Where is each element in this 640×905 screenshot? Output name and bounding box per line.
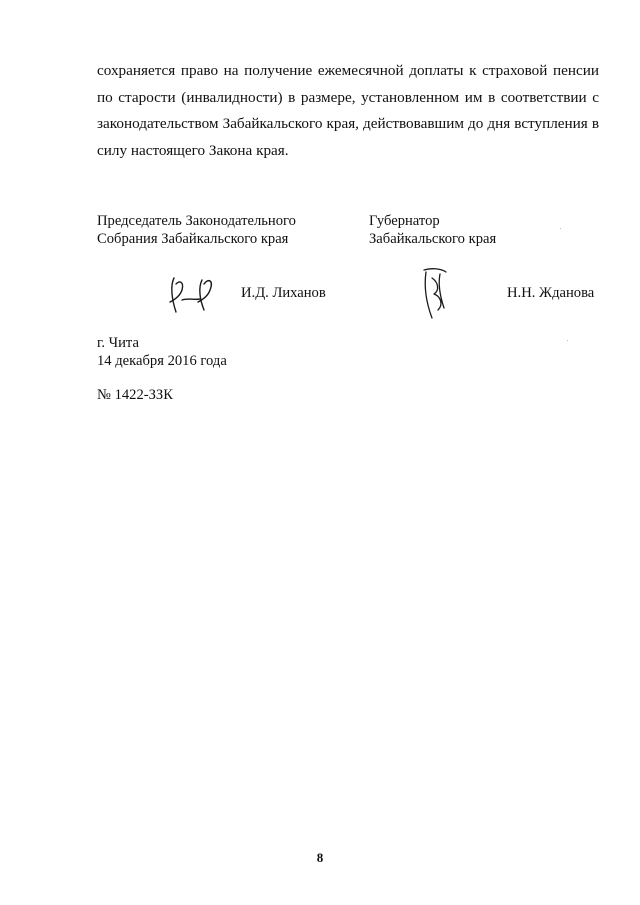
paragraph-line: силу настоящего Закона края. [97,141,289,159]
law-text-paragraph [97,58,599,164]
chairman-name: И.Д. Лиханов [241,285,326,301]
chairman-signature [160,270,220,318]
signing-place-date [97,334,227,370]
paragraph-line: по старости (инвалидности) в размере, установленном им в соответствии с [97,88,599,106]
governor-title-line: Забайкальского края [369,231,497,247]
governor-title [369,212,496,248]
chairman-title-line: Собрания Забайкальского края [97,231,289,247]
signing-date: 14 декабря 2016 года [97,353,227,369]
chairman-title-line: Председатель Законодательного [97,213,296,229]
governor-title-line: Губернатор [369,213,440,229]
governor-name: Н.Н. Жданова [507,285,595,301]
paragraph-line: сохраняется право на получение ежемесячной доплаты к страховой пенсии [97,62,599,79]
signing-city: г. Чита [97,335,139,351]
governor-signature [410,262,458,324]
scan-speck [567,340,568,341]
chairman-title [97,212,296,248]
scan-speck [560,228,561,229]
law-number: № 1422-ЗЗК [97,387,173,403]
page-number: 8 [316,850,324,865]
paragraph-line: законодательством Забайкальского края, действовавшим до дня вступления в [97,115,599,132]
